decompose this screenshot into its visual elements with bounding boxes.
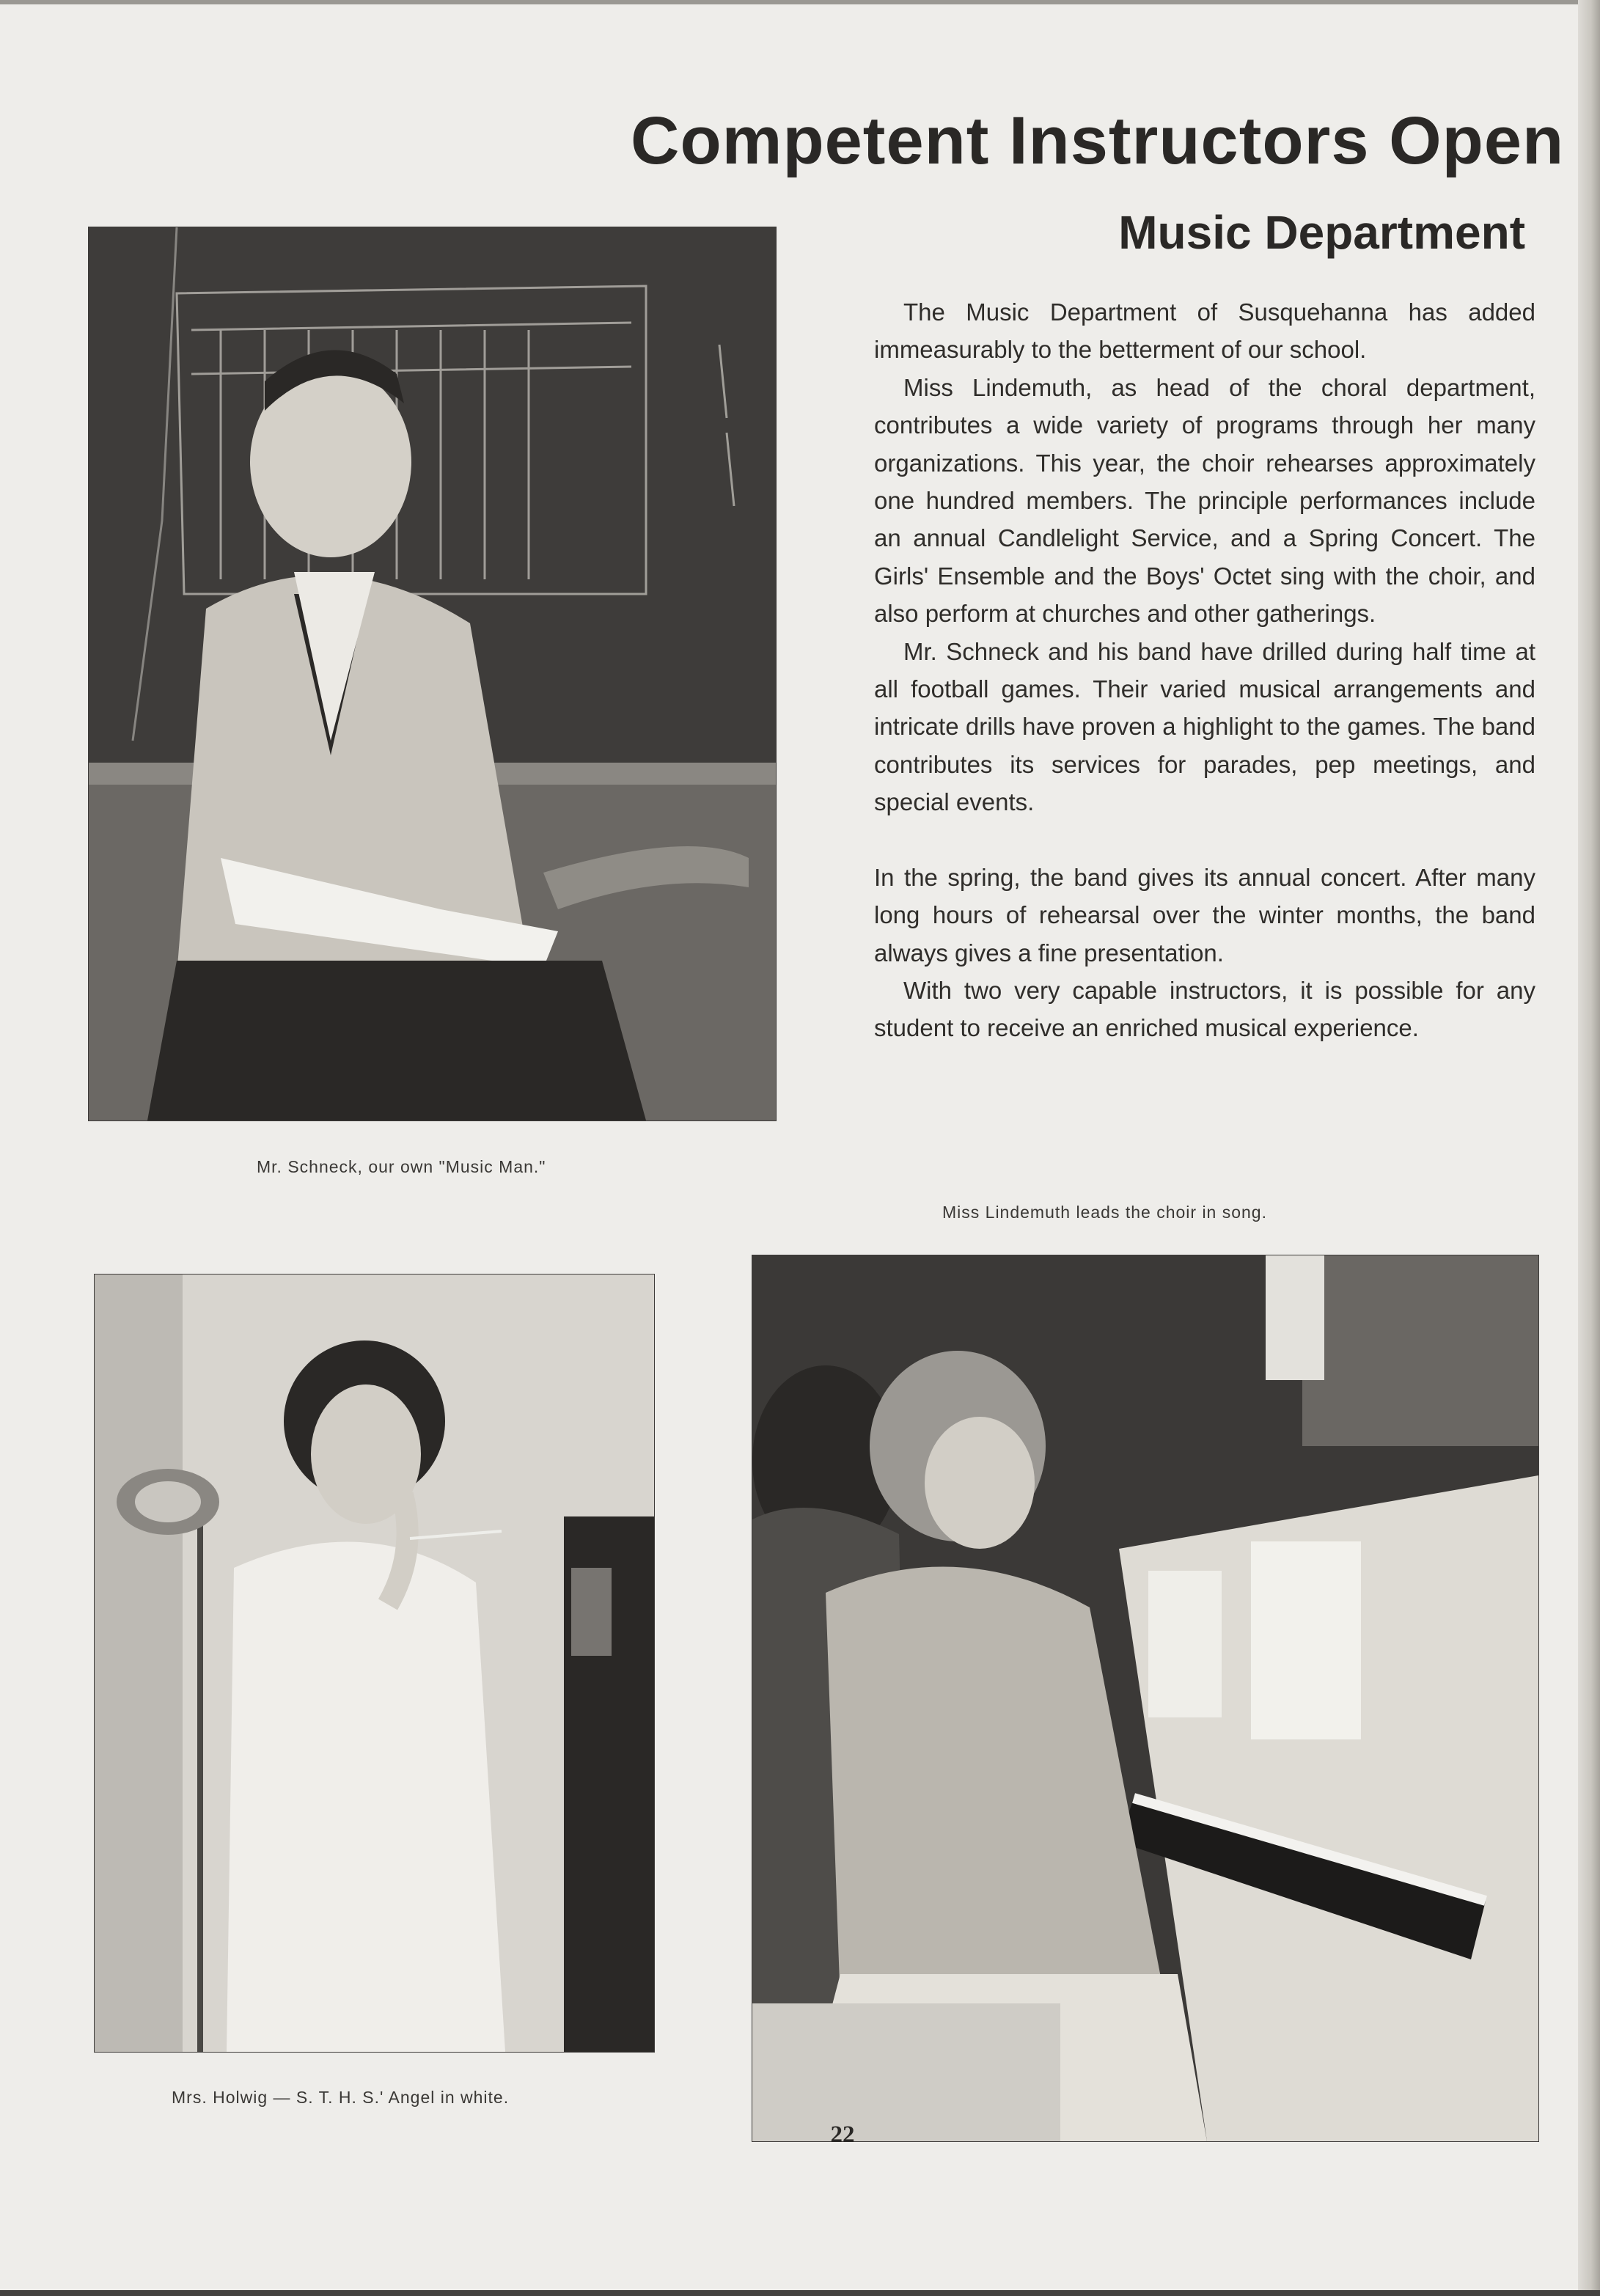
page-number: 22 xyxy=(830,2121,855,2148)
article-body xyxy=(874,293,1535,1047)
page-subtitle: Music Department xyxy=(1118,206,1525,259)
caption-holwig: Mrs. Holwig — S. T. H. S.' Angel in white. xyxy=(172,2088,510,2107)
photo-schneck-image xyxy=(89,227,776,1121)
page-title: Competent Instructors Open xyxy=(631,103,1565,178)
caption-lindemuth: Miss Lindemuth leads the choir in song. xyxy=(942,1203,1267,1222)
photo-lindemuth-image xyxy=(752,1255,1538,2141)
paragraph-concert: In the spring, the band gives its annual concert. After many long hours of rehearsal over the winter months, the band always gives a fine presentation. xyxy=(874,863,1535,967)
paragraph-closing: With two very capable instructors, it is possible for any student to receive an enriched musical experience. xyxy=(874,976,1535,1042)
caption-schneck: Mr. Schneck, our own "Music Man." xyxy=(257,1157,546,1176)
photo-holwig-image xyxy=(95,1274,654,2052)
bottom-edge xyxy=(0,2290,1600,2296)
binding-edge xyxy=(1578,0,1600,2296)
photo-lindemuth xyxy=(752,1255,1538,2141)
paragraph-choir: Miss Lindemuth, as head of the choral department, contributes a wide variety of programs through her many organizations. This year, the choir rehearses approximately one hundred members. The principle performances include an annual Candlelight Service, and a Spring Concert. The Girls' Ensemble and the Boys' Octet sing with the choir, and also perform at churches and other gatherings. xyxy=(874,373,1535,628)
paragraph-intro: The Music Department of Susquehanna has added immeasurably to the betterment of our school. xyxy=(874,298,1535,364)
photo-holwig xyxy=(95,1274,654,2052)
paragraph-band: Mr. Schneck and his band have drilled during half time at all football games. Their varied musical arrangements and intricate drills have proven a highlight to the games. The band contributes its services for parades, pep meetings, and special events. xyxy=(874,637,1535,816)
top-edge xyxy=(0,0,1600,4)
photo-schneck xyxy=(89,227,776,1121)
